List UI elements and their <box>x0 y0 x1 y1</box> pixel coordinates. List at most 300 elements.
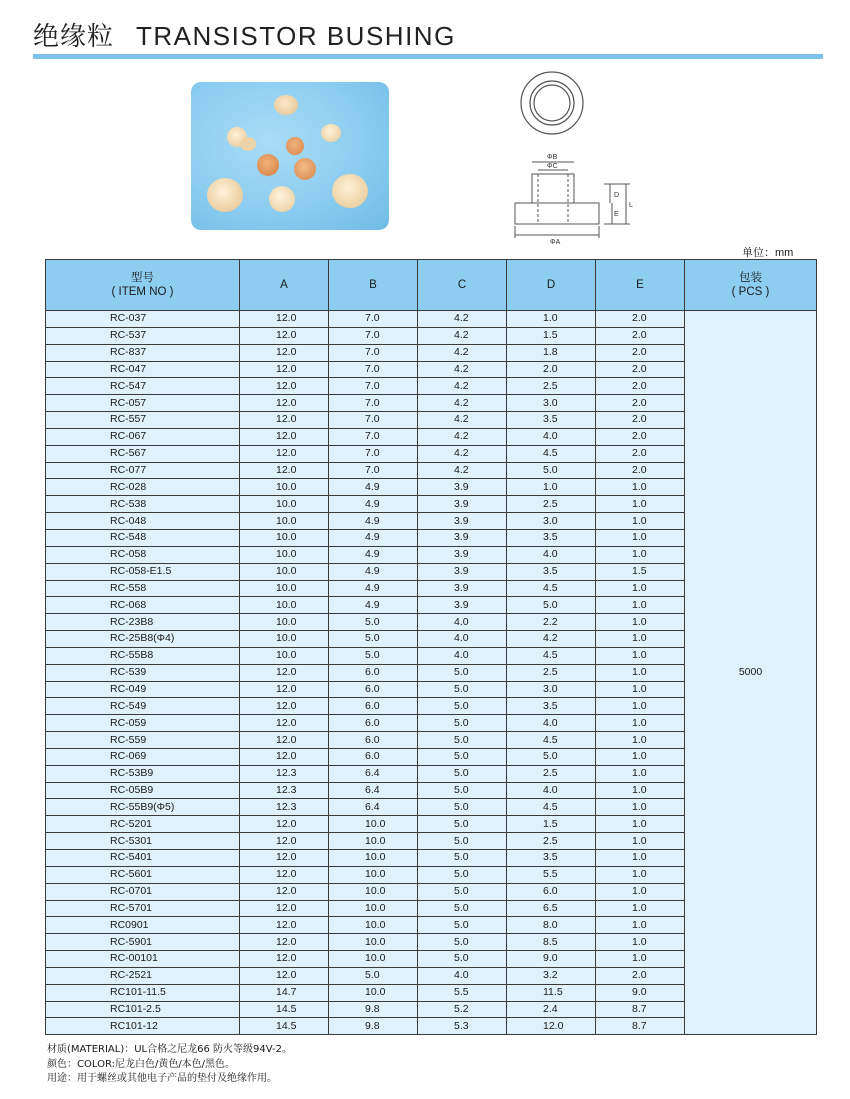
bushing-part <box>269 186 295 212</box>
cell-b: 5.0 <box>329 614 418 631</box>
table-body <box>46 311 817 1035</box>
cell-d: 3.0 <box>507 513 596 530</box>
cell-d: 2.5 <box>507 833 596 850</box>
cell-a: 14.5 <box>240 1018 329 1035</box>
page-title <box>33 16 456 53</box>
cell-model: RC-567 <box>46 445 240 462</box>
cell-model: RC-028 <box>46 479 240 496</box>
cell-c: 5.0 <box>418 664 507 681</box>
cell-model: RC-837 <box>46 344 240 361</box>
cell-d: 6.5 <box>507 900 596 917</box>
cell-b: 4.9 <box>329 479 418 496</box>
bushing-part <box>274 95 298 115</box>
cell-model: RC-069 <box>46 748 240 765</box>
cell-b: 6.0 <box>329 748 418 765</box>
cell-model: RC-048 <box>46 513 240 530</box>
cell-c: 4.0 <box>418 614 507 631</box>
cell-c: 3.9 <box>418 479 507 496</box>
cell-a: 12.0 <box>240 833 329 850</box>
cell-a: 12.0 <box>240 412 329 429</box>
cell-b: 10.0 <box>329 917 418 934</box>
cell-b: 9.8 <box>329 1018 418 1035</box>
cell-a: 10.0 <box>240 580 329 597</box>
cell-d: 2.5 <box>507 664 596 681</box>
cell-d: 1.5 <box>507 816 596 833</box>
cell-model: RC-5701 <box>46 900 240 917</box>
cell-b: 10.0 <box>329 833 418 850</box>
cell-e: 1.5 <box>596 563 685 580</box>
header-b: B <box>329 260 418 311</box>
cell-a: 10.0 <box>240 529 329 546</box>
cell-d: 2.5 <box>507 378 596 395</box>
cell-e: 1.0 <box>596 698 685 715</box>
cell-c: 4.2 <box>418 311 507 328</box>
header-pack <box>685 260 817 311</box>
cell-b: 10.0 <box>329 934 418 951</box>
cell-d: 4.0 <box>507 428 596 445</box>
note-material: 材质(MATERIAL)：UL合格之尼龙66 防火等级94V-2。 <box>47 1044 292 1055</box>
cell-model: RC-53B9 <box>46 765 240 782</box>
cell-d: 3.0 <box>507 681 596 698</box>
cell-e: 2.0 <box>596 361 685 378</box>
cell-c: 3.9 <box>418 496 507 513</box>
cell-b: 7.0 <box>329 361 418 378</box>
cell-d: 6.0 <box>507 883 596 900</box>
cell-b: 7.0 <box>329 445 418 462</box>
bushing-part <box>332 174 368 208</box>
cell-d: 4.2 <box>507 631 596 648</box>
cell-d: 11.5 <box>507 984 596 1001</box>
cell-model: RC101-11.5 <box>46 984 240 1001</box>
cell-b: 6.0 <box>329 681 418 698</box>
cell-b: 6.0 <box>329 732 418 749</box>
cell-e: 1.0 <box>596 732 685 749</box>
cell-model: RC-058-E1.5 <box>46 563 240 580</box>
cell-c: 4.2 <box>418 428 507 445</box>
cell-c: 3.9 <box>418 580 507 597</box>
cell-e: 1.0 <box>596 799 685 816</box>
cell-d: 4.5 <box>507 799 596 816</box>
cell-a: 12.0 <box>240 378 329 395</box>
cell-e: 2.0 <box>596 428 685 445</box>
cell-e: 1.0 <box>596 900 685 917</box>
cell-a: 12.0 <box>240 462 329 479</box>
cell-model: RC-548 <box>46 529 240 546</box>
cell-b: 4.9 <box>329 597 418 614</box>
cell-c: 4.2 <box>418 344 507 361</box>
cell-d: 2.2 <box>507 614 596 631</box>
cell-d: 3.0 <box>507 395 596 412</box>
cell-e: 2.0 <box>596 327 685 344</box>
cell-d: 4.5 <box>507 732 596 749</box>
cell-b: 7.0 <box>329 311 418 328</box>
title-underline <box>33 54 823 59</box>
cell-model: RC-037 <box>46 311 240 328</box>
header-a: A <box>240 260 329 311</box>
cell-model: RC101-12 <box>46 1018 240 1035</box>
header-model-cn: 型号 <box>131 272 154 284</box>
cell-b: 6.4 <box>329 782 418 799</box>
cell-c: 4.0 <box>418 647 507 664</box>
cell-b: 4.9 <box>329 580 418 597</box>
cell-e: 1.0 <box>596 816 685 833</box>
cell-a: 12.0 <box>240 917 329 934</box>
cell-b: 9.8 <box>329 1001 418 1018</box>
title-english: TRANSISTOR BUSHING <box>136 21 456 51</box>
cell-c: 5.0 <box>418 799 507 816</box>
cell-b: 6.0 <box>329 698 418 715</box>
cell-c: 4.2 <box>418 378 507 395</box>
cell-c: 5.3 <box>418 1018 507 1035</box>
cell-c: 5.0 <box>418 782 507 799</box>
cell-a: 10.0 <box>240 631 329 648</box>
cell-model: RC-5301 <box>46 833 240 850</box>
table-row <box>46 311 817 328</box>
cell-b: 7.0 <box>329 327 418 344</box>
cell-e: 1.0 <box>596 934 685 951</box>
cell-a: 12.0 <box>240 361 329 378</box>
cell-model: RC-539 <box>46 664 240 681</box>
cell-a: 12.0 <box>240 951 329 968</box>
table-header-row <box>46 260 817 311</box>
cell-c: 3.9 <box>418 546 507 563</box>
cell-d: 4.5 <box>507 580 596 597</box>
cell-model: RC-23B8 <box>46 614 240 631</box>
cell-a: 14.5 <box>240 1001 329 1018</box>
cell-a: 10.0 <box>240 597 329 614</box>
cell-d: 3.5 <box>507 698 596 715</box>
cell-b: 6.4 <box>329 799 418 816</box>
cell-c: 5.0 <box>418 951 507 968</box>
cell-a: 10.0 <box>240 513 329 530</box>
cell-c: 5.0 <box>418 681 507 698</box>
cell-c: 5.0 <box>418 748 507 765</box>
cell-b: 5.0 <box>329 647 418 664</box>
cell-a: 12.0 <box>240 850 329 867</box>
cell-c: 4.2 <box>418 462 507 479</box>
cell-d: 2.4 <box>507 1001 596 1018</box>
cell-model: RC-5901 <box>46 934 240 951</box>
label-phi-c: ΦC <box>547 163 558 170</box>
cell-a: 10.0 <box>240 614 329 631</box>
cell-e: 1.0 <box>596 748 685 765</box>
cell-model: RC-558 <box>46 580 240 597</box>
cell-e: 1.0 <box>596 597 685 614</box>
cell-model: RC-067 <box>46 428 240 445</box>
cell-c: 5.0 <box>418 732 507 749</box>
cell-a: 12.0 <box>240 327 329 344</box>
cell-model: RC-058 <box>46 546 240 563</box>
cell-c: 3.9 <box>418 563 507 580</box>
product-photo <box>191 82 389 230</box>
cell-d: 5.0 <box>507 462 596 479</box>
header-d: D <box>507 260 596 311</box>
cell-b: 10.0 <box>329 866 418 883</box>
header-model-en: ( ITEM NO ) <box>111 286 174 298</box>
bushing-part <box>294 158 316 180</box>
cell-e: 1.0 <box>596 866 685 883</box>
bushing-part <box>240 137 256 151</box>
cell-a: 12.3 <box>240 799 329 816</box>
cell-d: 8.5 <box>507 934 596 951</box>
cell-model: RC-557 <box>46 412 240 429</box>
cell-d: 4.0 <box>507 715 596 732</box>
cell-a: 10.0 <box>240 496 329 513</box>
header-pack-en: ( PCS ) <box>731 286 770 298</box>
cell-a: 12.0 <box>240 344 329 361</box>
header-c: C <box>418 260 507 311</box>
bushing-part <box>286 137 304 155</box>
cell-e: 2.0 <box>596 412 685 429</box>
cell-b: 10.0 <box>329 816 418 833</box>
cell-d: 1.0 <box>507 311 596 328</box>
cell-model: RC-059 <box>46 715 240 732</box>
cell-d: 4.5 <box>507 445 596 462</box>
cell-b: 4.9 <box>329 546 418 563</box>
cell-e: 1.0 <box>596 479 685 496</box>
bushing-part <box>207 178 243 212</box>
notes <box>47 1043 292 1087</box>
cell-model: RC-2521 <box>46 967 240 984</box>
cell-model: RC-077 <box>46 462 240 479</box>
cell-a: 12.0 <box>240 428 329 445</box>
cell-d: 4.0 <box>507 782 596 799</box>
cell-e: 1.0 <box>596 513 685 530</box>
cell-e: 1.0 <box>596 715 685 732</box>
cell-c: 4.0 <box>418 631 507 648</box>
cell-c: 5.0 <box>418 765 507 782</box>
cell-a: 12.3 <box>240 782 329 799</box>
cell-e: 1.0 <box>596 765 685 782</box>
cell-d: 9.0 <box>507 951 596 968</box>
cell-c: 5.0 <box>418 816 507 833</box>
cell-c: 3.9 <box>418 513 507 530</box>
cell-c: 4.2 <box>418 327 507 344</box>
cell-c: 5.0 <box>418 850 507 867</box>
cell-d: 1.0 <box>507 479 596 496</box>
cell-b: 4.9 <box>329 563 418 580</box>
cell-a: 12.0 <box>240 866 329 883</box>
cell-b: 5.0 <box>329 631 418 648</box>
label-d: D <box>614 192 620 199</box>
cell-e: 1.0 <box>596 614 685 631</box>
dimension-drawing <box>500 66 650 246</box>
unit-label: 单位：mm <box>742 247 794 259</box>
cell-e: 1.0 <box>596 917 685 934</box>
cell-a: 12.0 <box>240 395 329 412</box>
cell-e: 2.0 <box>596 311 685 328</box>
label-e: E <box>614 211 619 218</box>
label-phi-b: ΦB <box>547 154 558 161</box>
cell-model: RC-5401 <box>46 850 240 867</box>
cell-model: RC-55B9(Φ5) <box>46 799 240 816</box>
cell-e: 2.0 <box>596 378 685 395</box>
cell-d: 2.5 <box>507 496 596 513</box>
cell-b: 7.0 <box>329 412 418 429</box>
cell-c: 5.5 <box>418 984 507 1001</box>
cell-d: 5.5 <box>507 866 596 883</box>
cell-model: RC-057 <box>46 395 240 412</box>
cell-a: 12.0 <box>240 664 329 681</box>
header-model <box>46 260 240 311</box>
cell-model: RC-00101 <box>46 951 240 968</box>
cell-e: 2.0 <box>596 344 685 361</box>
cell-model: RC-547 <box>46 378 240 395</box>
header-e: E <box>596 260 685 311</box>
cell-b: 4.9 <box>329 496 418 513</box>
cell-b: 10.0 <box>329 900 418 917</box>
cell-a: 14.7 <box>240 984 329 1001</box>
cell-model: RC-5601 <box>46 866 240 883</box>
cell-e: 9.0 <box>596 984 685 1001</box>
cell-b: 5.0 <box>329 967 418 984</box>
cell-model: RC-047 <box>46 361 240 378</box>
cell-e: 1.0 <box>596 580 685 597</box>
cell-d: 4.5 <box>507 647 596 664</box>
cell-d: 3.5 <box>507 412 596 429</box>
side-view <box>515 162 630 238</box>
cell-model: RC-549 <box>46 698 240 715</box>
cell-a: 10.0 <box>240 647 329 664</box>
cell-a: 12.0 <box>240 883 329 900</box>
cell-b: 7.0 <box>329 344 418 361</box>
cell-e: 8.7 <box>596 1018 685 1035</box>
cell-a: 12.0 <box>240 681 329 698</box>
cell-d: 5.0 <box>507 748 596 765</box>
cell-a: 12.0 <box>240 698 329 715</box>
cell-b: 4.9 <box>329 513 418 530</box>
cell-e: 2.0 <box>596 395 685 412</box>
cell-c: 5.0 <box>418 934 507 951</box>
cell-c: 5.0 <box>418 866 507 883</box>
cell-e: 1.0 <box>596 664 685 681</box>
spec-table <box>45 259 817 1035</box>
cell-model: RC-049 <box>46 681 240 698</box>
cell-e: 2.0 <box>596 445 685 462</box>
cell-d: 12.0 <box>507 1018 596 1035</box>
cell-model: RC-068 <box>46 597 240 614</box>
cell-e: 1.0 <box>596 546 685 563</box>
cell-pack-qty: 5000 <box>685 311 817 1035</box>
label-l: L <box>629 202 633 209</box>
cell-e: 1.0 <box>596 883 685 900</box>
cell-a: 12.0 <box>240 900 329 917</box>
cell-a: 12.3 <box>240 765 329 782</box>
cell-e: 1.0 <box>596 631 685 648</box>
cell-b: 10.0 <box>329 883 418 900</box>
cell-d: 8.0 <box>507 917 596 934</box>
cell-a: 12.0 <box>240 445 329 462</box>
cell-a: 12.0 <box>240 732 329 749</box>
cell-d: 1.5 <box>507 327 596 344</box>
cell-a: 12.0 <box>240 934 329 951</box>
cell-c: 4.2 <box>418 445 507 462</box>
cell-c: 4.2 <box>418 361 507 378</box>
note-color: 颜色：COLOR:尼龙白色/黄色/本色/黑色。 <box>47 1058 236 1070</box>
cell-b: 7.0 <box>329 395 418 412</box>
header-pack-cn: 包装 <box>739 272 762 284</box>
cell-b: 10.0 <box>329 984 418 1001</box>
label-phi-a: ΦA <box>550 239 561 246</box>
cell-c: 5.2 <box>418 1001 507 1018</box>
cell-a: 10.0 <box>240 546 329 563</box>
cell-c: 3.9 <box>418 529 507 546</box>
cell-e: 1.0 <box>596 647 685 664</box>
cell-a: 12.0 <box>240 715 329 732</box>
cell-e: 2.0 <box>596 967 685 984</box>
cell-b: 7.0 <box>329 378 418 395</box>
cell-c: 3.9 <box>418 597 507 614</box>
cell-b: 10.0 <box>329 951 418 968</box>
cell-d: 2.5 <box>507 765 596 782</box>
cell-d: 2.0 <box>507 361 596 378</box>
cell-b: 4.9 <box>329 529 418 546</box>
cell-c: 4.2 <box>418 412 507 429</box>
cell-c: 5.0 <box>418 917 507 934</box>
cell-d: 4.0 <box>507 546 596 563</box>
cell-model: RC-559 <box>46 732 240 749</box>
bushing-part <box>257 154 279 176</box>
cell-d: 3.5 <box>507 563 596 580</box>
cell-model: RC-0701 <box>46 883 240 900</box>
cell-e: 1.0 <box>596 782 685 799</box>
cell-d: 3.5 <box>507 529 596 546</box>
cell-d: 1.8 <box>507 344 596 361</box>
cell-e: 1.0 <box>596 529 685 546</box>
cell-model: RC0901 <box>46 917 240 934</box>
cell-e: 8.7 <box>596 1001 685 1018</box>
cell-model: RC-55B8 <box>46 647 240 664</box>
cell-b: 6.0 <box>329 664 418 681</box>
cell-b: 7.0 <box>329 462 418 479</box>
cell-a: 12.0 <box>240 748 329 765</box>
cell-a: 10.0 <box>240 479 329 496</box>
cell-b: 10.0 <box>329 850 418 867</box>
cell-e: 1.0 <box>596 951 685 968</box>
cell-b: 6.0 <box>329 715 418 732</box>
cell-model: RC-25B8(Φ4) <box>46 631 240 648</box>
top-view <box>521 72 583 134</box>
cell-e: 1.0 <box>596 681 685 698</box>
title-chinese: 绝缘粒 <box>33 22 115 52</box>
cell-b: 6.4 <box>329 765 418 782</box>
cell-b: 7.0 <box>329 428 418 445</box>
cell-c: 4.2 <box>418 395 507 412</box>
cell-model: RC-5201 <box>46 816 240 833</box>
cell-e: 1.0 <box>596 833 685 850</box>
cell-c: 5.0 <box>418 715 507 732</box>
cell-c: 5.0 <box>418 900 507 917</box>
cell-a: 12.0 <box>240 967 329 984</box>
cell-e: 2.0 <box>596 462 685 479</box>
cell-c: 5.0 <box>418 698 507 715</box>
cell-model: RC101-2.5 <box>46 1001 240 1018</box>
cell-a: 12.0 <box>240 311 329 328</box>
note-usage: 用途：用于螺丝或其他电子产品的垫付及绝缘作用。 <box>47 1073 277 1084</box>
cell-c: 5.0 <box>418 883 507 900</box>
bushing-part <box>321 124 341 142</box>
cell-d: 3.5 <box>507 850 596 867</box>
cell-a: 12.0 <box>240 816 329 833</box>
cell-c: 5.0 <box>418 833 507 850</box>
cell-a: 10.0 <box>240 563 329 580</box>
cell-c: 4.0 <box>418 967 507 984</box>
cell-d: 5.0 <box>507 597 596 614</box>
cell-e: 1.0 <box>596 496 685 513</box>
cell-model: RC-537 <box>46 327 240 344</box>
cell-model: RC-05B9 <box>46 782 240 799</box>
cell-model: RC-538 <box>46 496 240 513</box>
